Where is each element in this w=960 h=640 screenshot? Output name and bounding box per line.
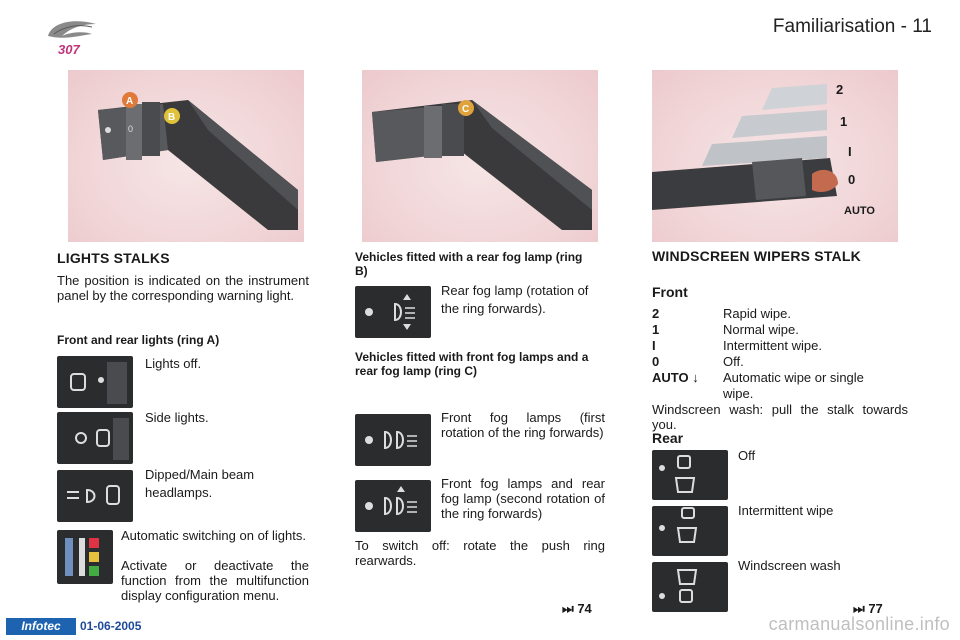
wiper-position-text: Off. [723, 354, 744, 369]
ring-b-label: B [168, 112, 176, 123]
auto-lights-thumb [57, 530, 113, 584]
footer-date: 01-06-2005 [80, 619, 142, 633]
dipped-beam-thumb [57, 470, 133, 522]
wiper-stalk-photo [652, 70, 898, 242]
activate-lights-text: Activate or deactivate the function from the multifunction display configuration menu. [121, 558, 309, 603]
wipers-front-heading: Front [652, 284, 688, 300]
header-separator: - [900, 16, 907, 37]
position-lights-off: Lights off. [145, 356, 202, 371]
front-rear-fog-thumb [355, 480, 431, 532]
position-side-lights: Side lights. [145, 410, 209, 425]
rear-wiper-off: Off [738, 448, 756, 463]
page-header [773, 16, 932, 38]
ring-a-label: A [126, 96, 134, 107]
rear-fog-thumb [355, 286, 431, 338]
wiper-position-text: Automatic wipe or single wipe. [723, 370, 864, 401]
rear-wiper-wash-thumb [652, 562, 728, 612]
wiper-position-text: Normal wipe. [723, 322, 799, 337]
wiper-label-auto: AUTO [844, 205, 875, 217]
ring-c-label: C [462, 104, 470, 115]
wiper-position-key: I [652, 338, 656, 353]
logo-model-text: 307 [58, 42, 80, 57]
lights-intro: The position is indicated on the instrument panel by the corresponding warning light. [57, 273, 309, 303]
rear-wiper-off-thumb [652, 450, 728, 500]
side-lights-thumb [57, 412, 133, 464]
wiper-label-0: 0 [848, 172, 856, 187]
skip-forward-icon: ⏭ [562, 601, 574, 616]
rear-fog-heading: Vehicles fitted with a rear fog lamp (ring B) [355, 250, 583, 278]
wiper-position-text: Rapid wipe. [723, 306, 791, 321]
wipers-title: WINDSCREEN WIPERS STALK [652, 248, 861, 264]
position-dipped-main-beam: Dipped/Main beam headlamps. [145, 467, 255, 500]
lights-title: LIGHTS STALKS [57, 250, 170, 266]
wiper-position-key: 1 [652, 322, 660, 337]
lighting-stalk-photo [68, 70, 304, 242]
svg-text:0: 0 [128, 124, 134, 134]
wiper-position-key: 0 [652, 354, 660, 369]
peugeot-307-logo [40, 14, 110, 60]
wiper-position-key: AUTO ↓ [652, 370, 699, 385]
front-rear-fog-text: Front fog lamps and rear fog lamp (second rotation of the ring forwards) [441, 476, 605, 521]
rear-windscreen-wash: Windscreen wash [738, 558, 841, 573]
windscreen-wash-text: Windscreen wash: pull the stalk towards you. [652, 402, 908, 432]
lights-off-thumb [57, 356, 133, 408]
front-fog-thumb [355, 414, 431, 466]
fog-page-ref-number: 74 [577, 601, 592, 616]
watermark: carmanualsonline.info [768, 614, 950, 634]
wiper-label-i: I [848, 144, 852, 159]
wipers-rear-heading: Rear [652, 430, 684, 446]
fog-lamp-stalk-photo [362, 70, 598, 242]
front-wiper-positions [652, 306, 908, 402]
skip-forward-icon: ⏭ [853, 601, 865, 616]
wiper-position-key: 2 [652, 306, 660, 321]
rear-fog-text: Rear fog lamp (rotation of the ring forwards). [441, 283, 589, 316]
auto-lights-text: Automatic switching on of lights. [121, 528, 306, 543]
fog-switch-off-text: To switch off: rotate the push ring rearwards. [355, 538, 605, 568]
wiper-position-text: Intermittent wipe. [723, 338, 822, 353]
infotec-badge: Infotec [6, 618, 76, 635]
front-fog-heading: Vehicles fitted with front fog lamps and a rear fog lamp (ring C) [355, 350, 589, 378]
rear-wiper-intermittent: Intermittent wipe [738, 503, 834, 518]
wiper-label-1: 1 [840, 114, 848, 129]
wiper-label-2: 2 [836, 82, 844, 97]
rear-wiper-intermittent-thumb [652, 506, 728, 556]
wipers-page-ref-number: 77 [868, 601, 883, 616]
ring-a-heading: Front and rear lights (ring A) [57, 333, 220, 347]
header-page-number: 11 [912, 16, 932, 37]
fog-page-ref[interactable] [562, 601, 592, 617]
front-fog-first-text: Front fog lamps (first rotation of the ring forwards) [441, 410, 605, 440]
header-section: Familiarisation [772, 16, 896, 37]
